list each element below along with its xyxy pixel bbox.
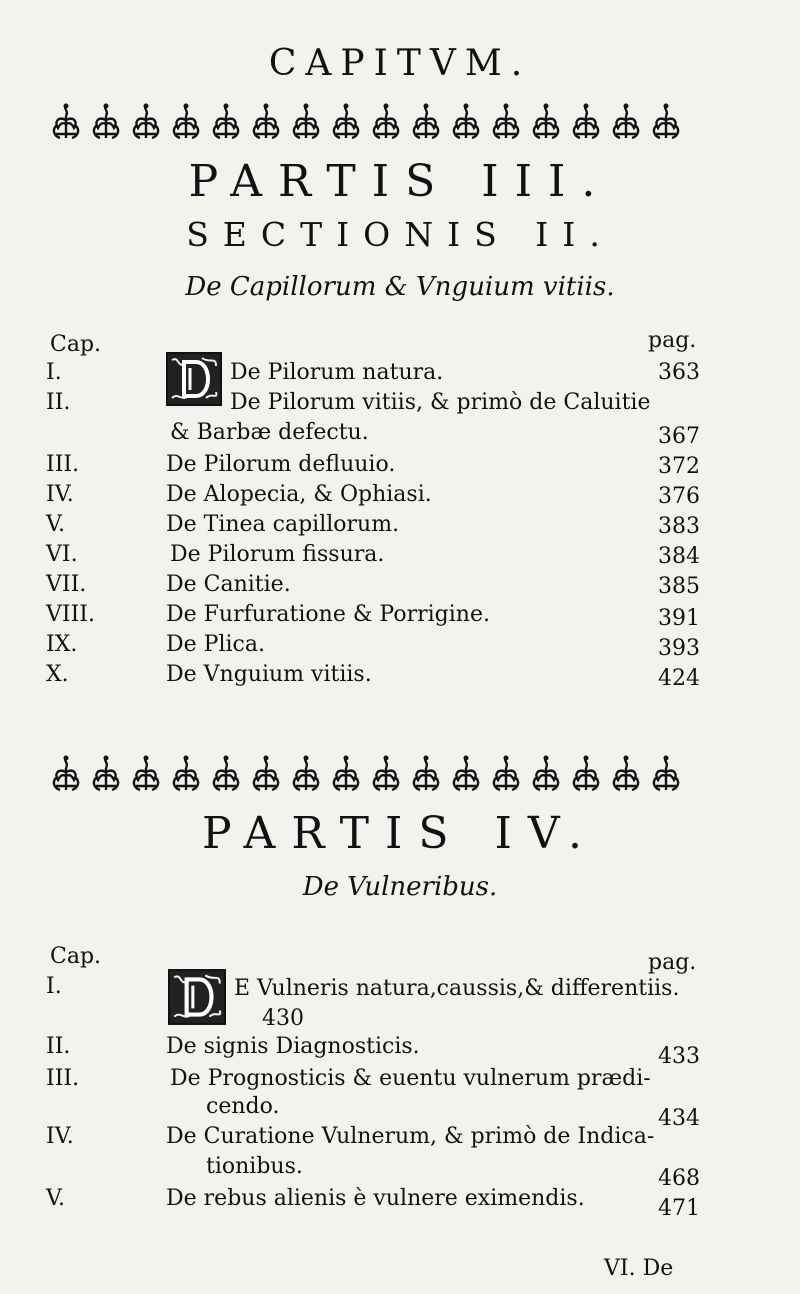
entry-title: De Pilorum defluuio. (166, 452, 396, 477)
entry-title-continued: & Barbæ defectu. (170, 420, 369, 445)
entry-title: De Tinea capillorum. (166, 512, 400, 537)
entry-num: IX. (46, 632, 78, 657)
fleuron-ornament-band (50, 100, 700, 142)
entry-page: 424 (658, 666, 700, 691)
pag-label: pag. (648, 328, 697, 353)
entry-num: IV. (46, 482, 74, 507)
part-3-subtitle: De Capillorum & Vnguium vitiis. (185, 272, 615, 302)
entry-title: De Vnguium vitiis. (166, 662, 372, 687)
entry-title: De rebus alienis è vulnere eximendis. (166, 1186, 585, 1211)
entry-title: E Vulneris natura,caussis,& differentiis. (234, 976, 680, 1001)
page-header: CAPITVM. (268, 43, 532, 84)
entry-title: De Canitie. (166, 572, 291, 597)
entry-num: I. (46, 974, 62, 999)
entry-num: II. (46, 390, 71, 415)
section-2-title: SECTIONIS II. (186, 215, 614, 254)
entry-num: I. (46, 360, 62, 385)
entry-num: X. (46, 662, 69, 687)
entry-page: 434 (658, 1106, 700, 1131)
entry-num: III. (46, 1066, 80, 1091)
decorated-initial-d-icon (166, 352, 222, 406)
entry-page: 393 (658, 636, 700, 661)
cap-label: Cap. (50, 332, 102, 357)
entry-num: VII. (46, 572, 87, 597)
fleuron-ornament-band (50, 752, 700, 794)
part-4-subtitle: De Vulneribus. (302, 872, 498, 902)
part-4-title: PARTIS IV. (201, 808, 598, 859)
entry-page: 367 (658, 424, 700, 449)
entry-num: IV. (46, 1124, 74, 1149)
entry-title: De Pilorum fissura. (170, 542, 385, 567)
entry-page: 468 (658, 1166, 700, 1191)
entry-title: De Furfuratione & Porrigine. (166, 602, 490, 627)
entry-title: De Pilorum vitiis, & primò de Caluitie (230, 390, 651, 415)
entry-num: III. (46, 452, 80, 477)
entry-title-continued: tionibus. (206, 1154, 303, 1179)
entry-page: 391 (658, 606, 700, 631)
entry-page: 385 (658, 574, 700, 599)
entry-page: 376 (658, 484, 700, 509)
entry-page: 430 (262, 1006, 304, 1031)
entry-title: De signis Diagnosticis. (166, 1034, 420, 1059)
entry-num: VI. (46, 542, 78, 567)
entry-num: V. (46, 512, 66, 537)
entry-title: De Pilorum natura. (230, 360, 444, 385)
pag-label: pag. (648, 950, 697, 975)
entry-page: 383 (658, 514, 700, 539)
entry-title: De Prognosticis & euentu vulnerum prædi- (170, 1066, 651, 1091)
entry-page: 471 (658, 1196, 700, 1221)
entry-title: De Curatione Vulnerum, & primò de Indica- (166, 1124, 655, 1149)
entry-title: De Plica. (166, 632, 265, 657)
entry-num: V. (46, 1186, 66, 1211)
decorated-initial-d-icon (168, 968, 226, 1026)
part-3-title: PARTIS III. (188, 156, 612, 207)
entry-title: De Alopecia, & Ophiasi. (166, 482, 432, 507)
entry-page: 433 (658, 1044, 700, 1069)
entry-page: 363 (658, 360, 700, 385)
entry-num: II. (46, 1034, 71, 1059)
cap-label: Cap. (50, 944, 102, 969)
entry-num: VIII. (46, 602, 95, 627)
entry-page: 384 (658, 544, 700, 569)
catchword: VI. De (604, 1256, 674, 1281)
entry-title-continued: cendo. (206, 1094, 280, 1119)
entry-page: 372 (658, 454, 700, 479)
